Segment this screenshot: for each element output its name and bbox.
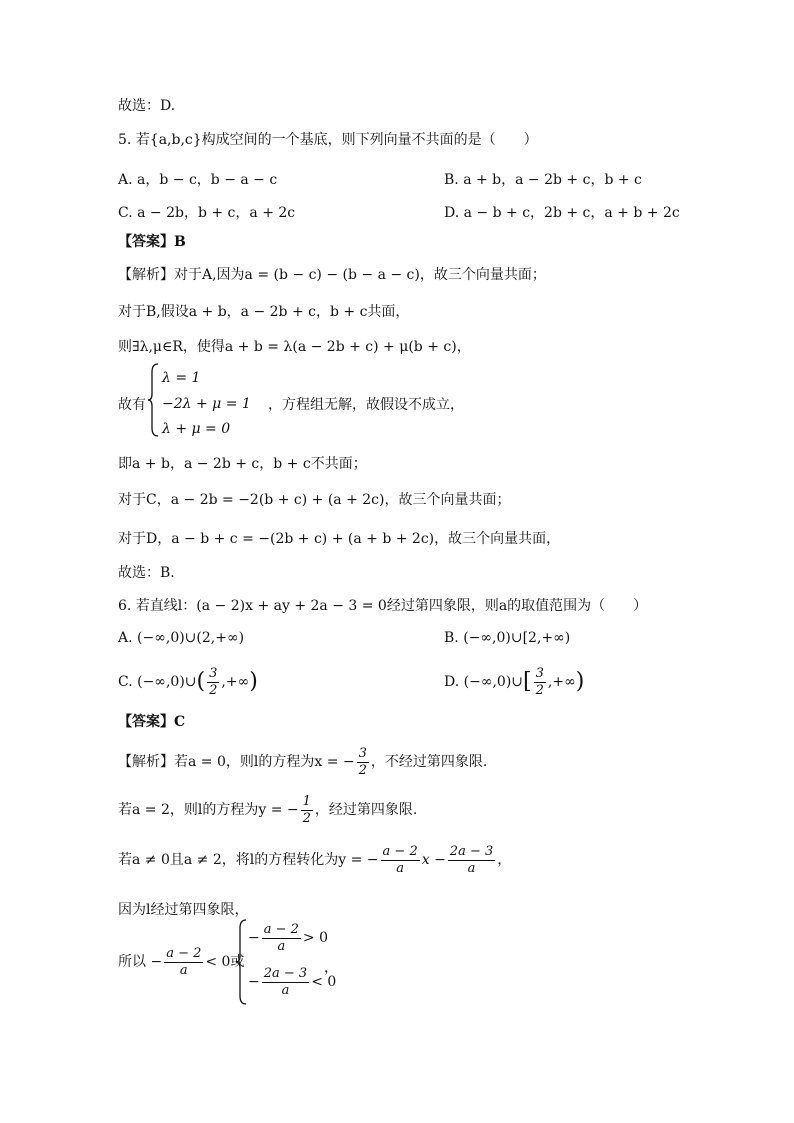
system-row-3: λ + μ = 0 [162,421,231,437]
fraction-numerator: 1 [302,793,311,809]
fraction-numerator: 3 [535,665,544,681]
fraction-denominator: 2 [302,810,311,826]
option-6b: B. (−∞,0)∪[2,+∞) [444,630,571,646]
fraction-2a-minus-3-over-a [262,966,309,999]
analysis-5-line1: 【解析】对于A,因为a = (b − c) − (b − a − c)，故三个向量共面； [118,267,546,283]
analysis-6-line5-mid: < 0或 [205,954,245,970]
fraction-denominator: a [277,938,286,954]
fraction-a-minus-2-over-a [381,844,420,877]
fraction-denominator: 2 [535,682,544,698]
minus-sign: − [248,974,260,990]
option-6c-suffix: ,+∞ [221,674,250,690]
paren-close: ) [575,669,585,694]
analysis-6-line3-mid: x − [421,852,446,868]
analysis-6-line5-prefix: 所以 − [118,954,163,970]
fraction-numerator: a − 2 [166,945,202,961]
question-6: 6. 若直线l：(a − 2)x + ay + 2a − 3 = 0经过第四象限，则a的取值范围为（ ） [118,598,648,614]
option-6d [444,664,584,700]
analysis-6-line2-suffix: ，经过第四象限. [314,802,418,818]
option-5d: D. a − b + c，2b + c，a + b + 2c [444,205,680,221]
fraction-denominator: a [467,860,476,876]
fraction-numerator: a − 2 [263,921,299,937]
system2-row-2-post: < 0 [311,974,337,990]
analysis-6-line3-prefix: 若a ≠ 0且a ≠ 2，将l的方程转化为y = − [118,852,379,868]
system-suffix: ，方程组无解，故假设不成立， [268,397,464,413]
fraction-2a-minus-3-over-a [448,844,495,877]
answer-6: 【答案】C [118,714,186,730]
analysis-6-line1 [118,744,487,780]
system-prefix: 故有 [118,397,146,413]
analysis-6-line5-suffix: ， [324,960,338,976]
fraction-3-2 [207,666,219,699]
fraction-numerator: 2a − 3 [449,843,494,859]
fraction-a-minus-2-over-a [262,922,301,955]
bracket-open: [ [523,669,532,694]
analysis-5-line5: 对于C，a − 2b = −2(b + c) + (a + 2c)，故三个向量共面； [118,492,511,508]
fraction-numerator: 3 [358,745,367,761]
minus-sign: − [248,930,260,946]
option-6d-prefix: D. (−∞,0)∪ [444,674,524,690]
analysis-5-line6: 对于D，a − b + c = −(2b + c) + (a + b + 2c)，故三个向量共面， [118,531,561,547]
fraction-denominator: a [396,860,404,876]
fraction-denominator: 2 [209,682,218,698]
system-row-2: −2λ + μ = 1 [162,396,251,412]
paren-close: ) [249,669,258,694]
fraction-3-2 [534,666,546,699]
fraction-1-2 [301,794,313,827]
left-brace [146,362,160,438]
analysis-6-line1-prefix: 【解析】若a = 0，则l的方程为x = − [118,754,355,770]
analysis-6-line3 [118,842,511,878]
select-b: 故选：B. [118,565,175,581]
analysis-5-line3: 则∃λ,μ∈R，使得a + b = λ(a − 2b + c) + μ(b + c)， [118,339,471,355]
option-5b: B. a + b，a − 2b + c，b + c [444,172,642,188]
option-6c [118,664,258,700]
analysis-6-line2-prefix: 若a = 2，则l的方程为y = − [118,802,299,818]
option-5c: C. a − 2b，b + c，a + 2c [118,205,296,221]
fraction-denominator: 2 [358,762,367,778]
left-brace [234,918,248,1006]
fraction-numerator: 2a − 3 [263,965,308,981]
answer-5: 【答案】B [118,234,186,250]
analysis-6-line3-suffix: ， [497,852,512,868]
analysis-6-line4: 因为l经过第四象限， [118,902,249,918]
option-5a: A. a，b − c，b − a − c [118,172,278,188]
fraction-3-2 [357,746,369,779]
analysis-6-line1-suffix: ，不经过第四象限. [370,754,488,770]
system2-row-1 [248,920,328,956]
fraction-denominator: a [179,962,188,978]
fraction-numerator: a − 2 [382,843,418,859]
text-line: 故选：D. [118,98,176,114]
analysis-5-line4: 即a + b，a − 2b + c，b + c不共面； [118,456,367,472]
analysis-5-line2: 对于B,假设a + b，a − 2b + c，b + c共面， [118,304,410,320]
fraction-a-minus-2-over-a [164,946,203,979]
system-row-1: λ = 1 [162,370,201,386]
fraction-denominator: a [281,982,290,998]
option-6c-prefix: C. (−∞,0)∪ [118,674,197,690]
fraction-numerator: 3 [209,665,218,681]
paren-open: ( [196,669,206,694]
system2-row-1-post: > 0 [302,930,329,946]
option-6d-suffix: ,+∞ [547,674,576,690]
analysis-6-line2 [118,792,417,828]
option-6a: A. (−∞,0)∪(2,+∞) [118,630,245,646]
question-5: 5. 若{a,b,c}构成空间的一个基底，则下列向量不共面的是（ ） [118,132,538,148]
analysis-6-line5 [118,944,244,980]
